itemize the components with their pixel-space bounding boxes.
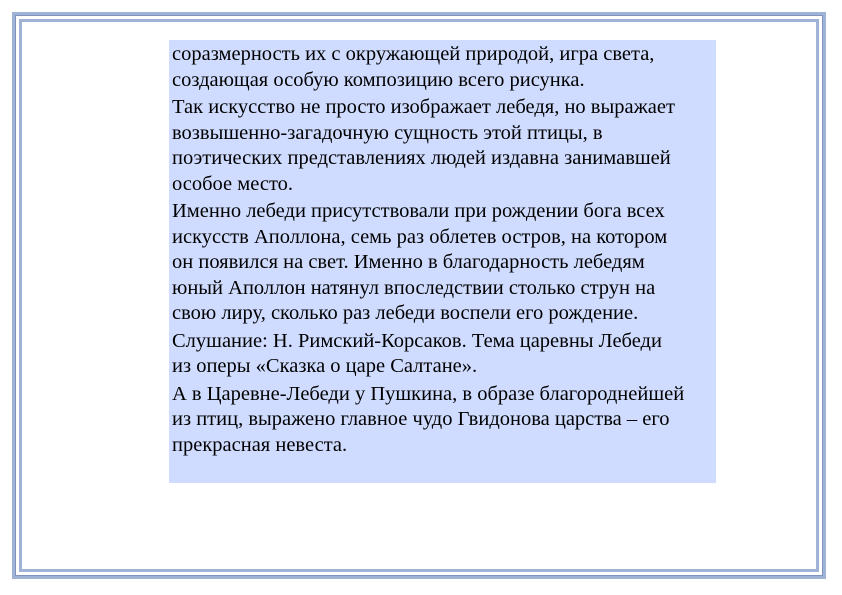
paragraph-4: Слушание: Н. Римский-Корсаков. Тема царевны Лебеди из оперы «Сказка о царе Салтане». bbox=[172, 329, 662, 377]
paragraph-2: Так искусство не просто изображает лебедя, но выражает возвышенно-загадочную сущность этой птицы, в поэтических представлениях людей издавна занимавшей особое место. bbox=[172, 96, 675, 195]
paragraph-5: А в Царевне-Лебеди у Пушкина, в образе благороднейшей из птиц, выражено главное чудо Гвидонова царства – его прекрасная невеста. bbox=[172, 382, 685, 456]
paragraph-3: Именно лебеди присутствовали при рождении бога всех искусств Аполлона, семь раз облетев остров, на котором он появился на свет. Именно в благодарность лебедям юный Аполлон натянул впоследствии столько струн на свою лиру, сколько раз лебеди воспели его рождение. bbox=[172, 200, 668, 324]
text-box bbox=[169, 40, 716, 483]
paragraph-1: соразмерность их с окружающей природой, игра света, создающая особую композицию всего рисунка. bbox=[172, 43, 655, 91]
